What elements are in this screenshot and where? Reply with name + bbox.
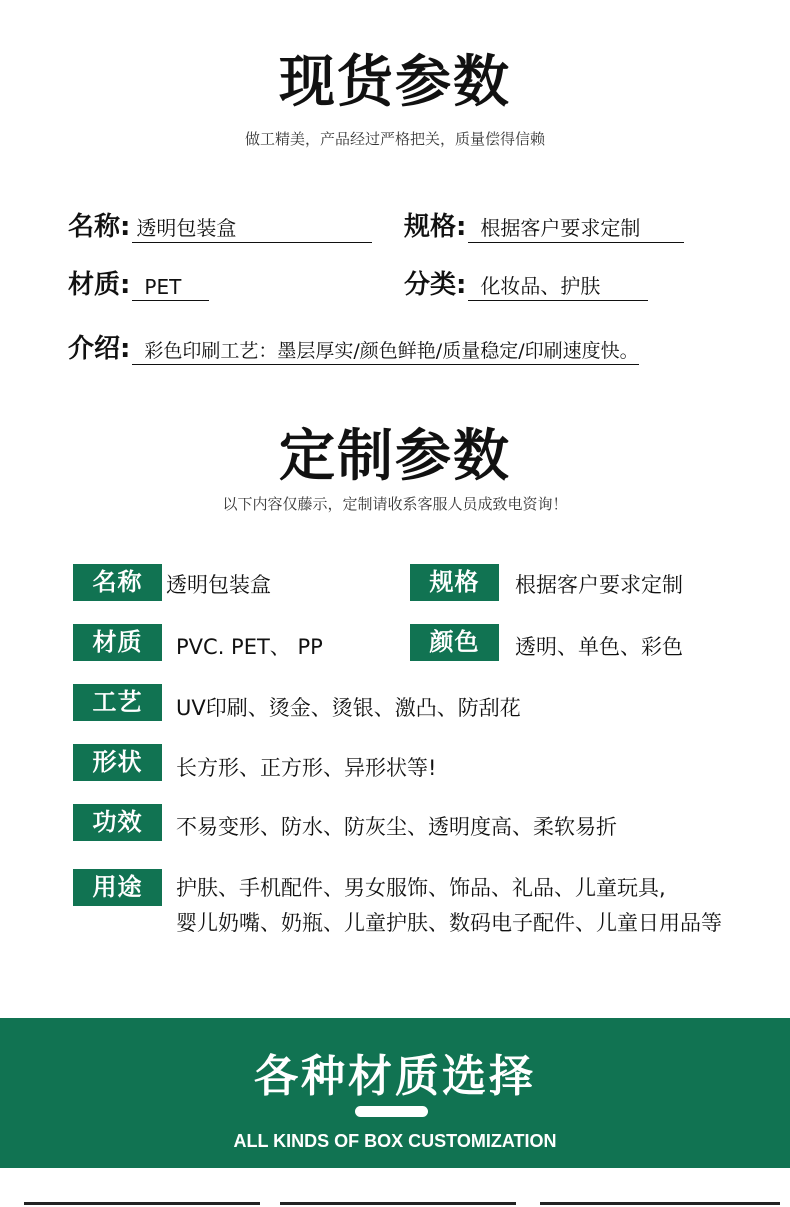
- tag-spec: 规格: [410, 564, 499, 601]
- param-label: 材质:: [68, 270, 131, 300]
- tag-color: 颜色: [410, 624, 499, 661]
- custom-title: 定制参数: [279, 424, 511, 489]
- tag-process: 工艺: [73, 684, 162, 721]
- tag-usage: 用途: [73, 869, 162, 906]
- param-value: 彩色印刷工艺：墨层厚实/颜色鲜艳/质量稳定/印刷速度快。: [132, 336, 638, 365]
- tag-name: 名称: [73, 564, 162, 601]
- tag-value: UV印刷、烫金、烫银、激凸、防刮花: [176, 696, 521, 720]
- tag-value: 长方形、正方形、异形状等!: [176, 756, 437, 780]
- tag-effect: 功效: [73, 804, 162, 841]
- param-value: 化妆品、护肤: [468, 270, 648, 301]
- stock-title: 现货参数: [279, 50, 511, 115]
- param-label: 名称:: [68, 212, 131, 242]
- param-label: 分类:: [404, 270, 467, 300]
- tag-material: 材质: [73, 624, 162, 661]
- param-category: [404, 264, 648, 301]
- bottom-divider: [540, 1202, 780, 1205]
- param-intro: [68, 328, 639, 365]
- banner-subtitle: ALL KINDS OF BOX CUSTOMIZATION: [233, 1131, 557, 1151]
- bottom-divider: [280, 1202, 516, 1205]
- bottom-divider: [24, 1202, 260, 1205]
- tag-value: 根据客户要求定制: [515, 573, 683, 597]
- param-value: 根据客户要求定制: [468, 212, 684, 243]
- tag-value: PVC. PET、 PP: [176, 635, 323, 659]
- tag-shape: 形状: [73, 744, 162, 781]
- stock-subtitle: 做工精美，产品经过严格把关，质量偿得信赖: [244, 130, 545, 148]
- param-label: 介绍:: [68, 334, 131, 364]
- custom-subtitle: 以下内容仅藤示，定制请收系客服人员成致电资询！: [222, 495, 568, 513]
- param-spec: [404, 206, 684, 243]
- banner-divider: [355, 1106, 428, 1117]
- tag-value: 透明包装盒: [166, 573, 271, 597]
- param-value: 透明包装盒: [132, 212, 372, 243]
- param-label: 规格:: [404, 212, 467, 242]
- tag-value: 透明、单色、彩色: [515, 635, 683, 659]
- banner-title: 各种材质选择: [254, 1051, 536, 1102]
- tag-value: 不易变形、防水、防灰尘、透明度高、柔软易折: [176, 815, 617, 839]
- param-name: [68, 206, 372, 243]
- tag-value-line2: 婴儿奶嘴、奶瓶、儿童护肤、数码电子配件、儿童日用品等: [176, 911, 722, 935]
- param-material: [68, 264, 209, 301]
- tag-value: 护肤、手机配件、男女服饰、饰品、礼品、儿童玩具,: [176, 876, 666, 900]
- param-value: PET: [132, 275, 209, 301]
